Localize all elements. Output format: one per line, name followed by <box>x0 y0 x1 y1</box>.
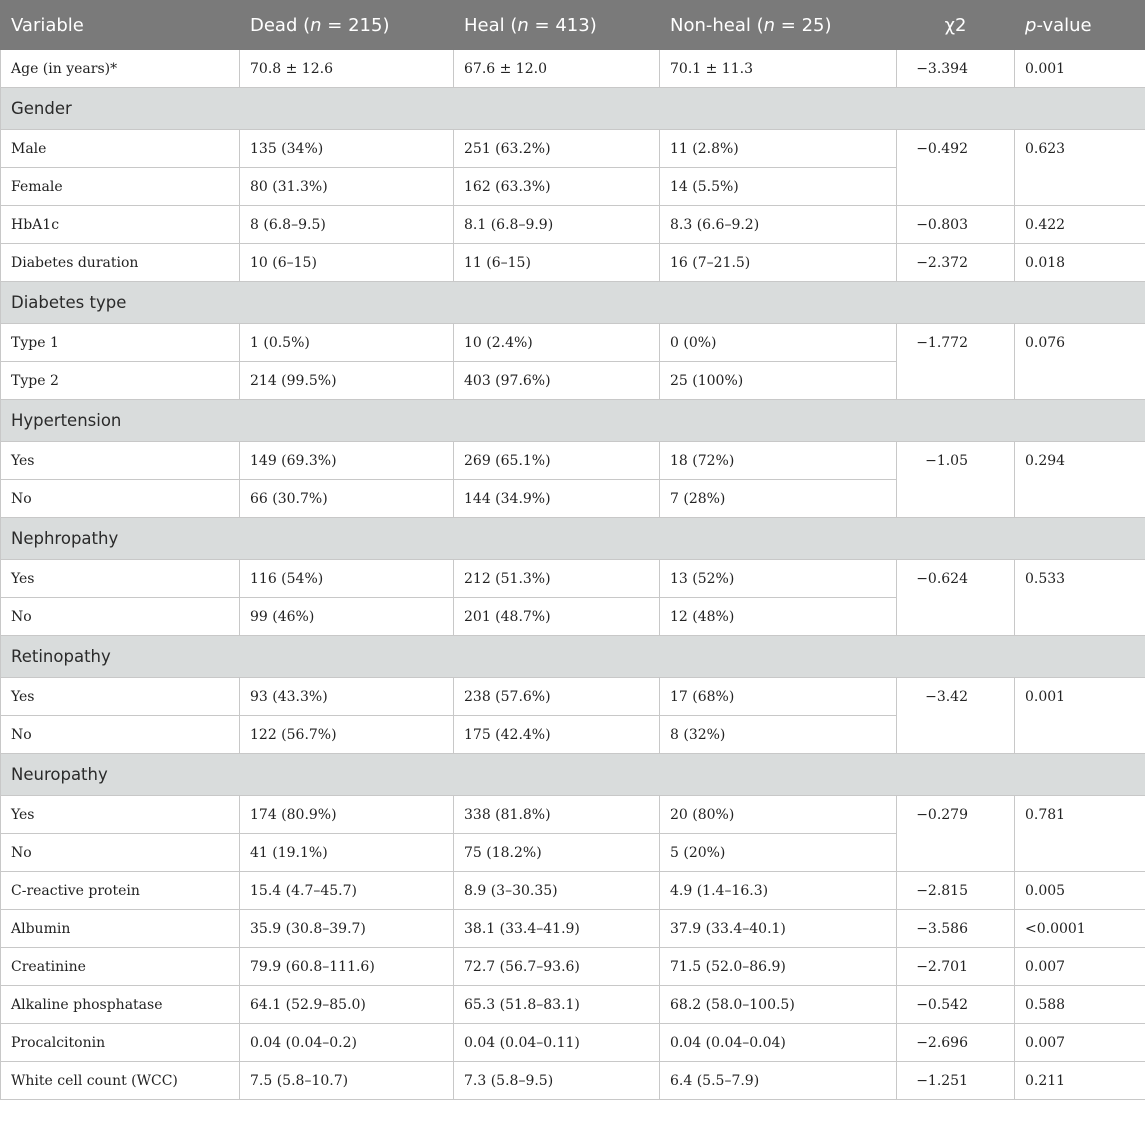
section-title: Nephropathy <box>1 518 1145 560</box>
p-value: 0.018 <box>1015 244 1145 282</box>
row-label: No <box>1 598 240 636</box>
dead-value: 7.5 (5.8–10.7) <box>240 1062 454 1100</box>
nonheal-value: 18 (72%) <box>660 442 897 480</box>
section-title: Hypertension <box>1 400 1145 442</box>
p-value: 0.623 <box>1015 130 1145 206</box>
header-chi: χ2 <box>897 1 1015 50</box>
table-row <box>1 910 1145 948</box>
nonheal-value: 12 (48%) <box>660 598 897 636</box>
table-row <box>1 986 1145 1024</box>
p-value: 0.005 <box>1015 872 1145 910</box>
table-row <box>1 130 1145 168</box>
dead-value: 64.1 (52.9–85.0) <box>240 986 454 1024</box>
nonheal-value: 68.2 (58.0–100.5) <box>660 986 897 1024</box>
p-value: 0.007 <box>1015 1024 1145 1062</box>
table-row <box>1 206 1145 244</box>
chi-value: −2.696 <box>897 1024 1015 1062</box>
table-row <box>1 1024 1145 1062</box>
row-label: HbA1c <box>1 206 240 244</box>
table-row <box>1 1062 1145 1100</box>
header-dead: Dead (n = 215) <box>240 1 454 50</box>
row-label: Yes <box>1 796 240 834</box>
row-label: C-reactive protein <box>1 872 240 910</box>
heal-value: 212 (51.3%) <box>454 560 660 598</box>
chi-value: −1.05 <box>897 442 1015 518</box>
dead-value: 10 (6–15) <box>240 244 454 282</box>
dead-value: 8 (6.8–9.5) <box>240 206 454 244</box>
dead-value: 214 (99.5%) <box>240 362 454 400</box>
dead-value: 35.9 (30.8–39.7) <box>240 910 454 948</box>
section-title: Diabetes type <box>1 282 1145 324</box>
dead-value: 80 (31.3%) <box>240 168 454 206</box>
nonheal-value: 20 (80%) <box>660 796 897 834</box>
heal-value: 0.04 (0.04–0.11) <box>454 1024 660 1062</box>
p-value: 0.076 <box>1015 324 1145 400</box>
row-label: White cell count (WCC) <box>1 1062 240 1100</box>
dead-value: 0.04 (0.04–0.2) <box>240 1024 454 1062</box>
nonheal-value: 6.4 (5.5–7.9) <box>660 1062 897 1100</box>
chi-value: −0.279 <box>897 796 1015 872</box>
chi-value: −3.42 <box>897 678 1015 754</box>
row-label: No <box>1 834 240 872</box>
section-title: Retinopathy <box>1 636 1145 678</box>
dead-value: 1 (0.5%) <box>240 324 454 362</box>
nonheal-value: 16 (7–21.5) <box>660 244 897 282</box>
section-row <box>1 518 1145 560</box>
row-label: Type 1 <box>1 324 240 362</box>
dead-value: 122 (56.7%) <box>240 716 454 754</box>
dead-value: 93 (43.3%) <box>240 678 454 716</box>
row-label: Diabetes duration <box>1 244 240 282</box>
row-label: Alkaline phosphatase <box>1 986 240 1024</box>
heal-value: 162 (63.3%) <box>454 168 660 206</box>
heal-value: 8.1 (6.8–9.9) <box>454 206 660 244</box>
section-row <box>1 400 1145 442</box>
header-nonheal: Non-heal (n = 25) <box>660 1 897 50</box>
row-label: Procalcitonin <box>1 1024 240 1062</box>
p-value: 0.294 <box>1015 442 1145 518</box>
heal-value: 7.3 (5.8–9.5) <box>454 1062 660 1100</box>
heal-value: 67.6 ± 12.0 <box>454 50 660 88</box>
p-value: 0.533 <box>1015 560 1145 636</box>
nonheal-value: 8 (32%) <box>660 716 897 754</box>
table-row <box>1 324 1145 362</box>
nonheal-value: 0.04 (0.04–0.04) <box>660 1024 897 1062</box>
section-row <box>1 88 1145 130</box>
dead-value: 116 (54%) <box>240 560 454 598</box>
nonheal-value: 0 (0%) <box>660 324 897 362</box>
chi-value: −0.803 <box>897 206 1015 244</box>
nonheal-value: 71.5 (52.0–86.9) <box>660 948 897 986</box>
row-label: Yes <box>1 442 240 480</box>
row-label: Yes <box>1 560 240 598</box>
chi-value: −2.815 <box>897 872 1015 910</box>
dead-value: 41 (19.1%) <box>240 834 454 872</box>
dead-value: 99 (46%) <box>240 598 454 636</box>
chi-value: −1.772 <box>897 324 1015 400</box>
heal-value: 175 (42.4%) <box>454 716 660 754</box>
nonheal-value: 14 (5.5%) <box>660 168 897 206</box>
nonheal-value: 17 (68%) <box>660 678 897 716</box>
table-row <box>1 796 1145 834</box>
heal-value: 201 (48.7%) <box>454 598 660 636</box>
chi-value: −2.701 <box>897 948 1015 986</box>
table-row <box>1 560 1145 598</box>
p-value: 0.781 <box>1015 796 1145 872</box>
nonheal-value: 8.3 (6.6–9.2) <box>660 206 897 244</box>
section-title: Gender <box>1 88 1145 130</box>
row-label: Type 2 <box>1 362 240 400</box>
row-label: Male <box>1 130 240 168</box>
row-label: No <box>1 716 240 754</box>
row-label: Female <box>1 168 240 206</box>
row-label: Yes <box>1 678 240 716</box>
nonheal-value: 70.1 ± 11.3 <box>660 50 897 88</box>
chi-value: −1.251 <box>897 1062 1015 1100</box>
chi-value: −3.394 <box>897 50 1015 88</box>
heal-value: 38.1 (33.4–41.9) <box>454 910 660 948</box>
heal-value: 269 (65.1%) <box>454 442 660 480</box>
nonheal-value: 13 (52%) <box>660 560 897 598</box>
table-row <box>1 442 1145 480</box>
p-value: 0.211 <box>1015 1062 1145 1100</box>
header-heal: Heal (n = 413) <box>454 1 660 50</box>
p-value: 0.422 <box>1015 206 1145 244</box>
p-value: <0.0001 <box>1015 910 1145 948</box>
table-row <box>1 948 1145 986</box>
p-value: 0.001 <box>1015 678 1145 754</box>
heal-value: 10 (2.4%) <box>454 324 660 362</box>
dead-value: 174 (80.9%) <box>240 796 454 834</box>
table-row <box>1 678 1145 716</box>
nonheal-value: 37.9 (33.4–40.1) <box>660 910 897 948</box>
section-row <box>1 282 1145 324</box>
dead-value: 15.4 (4.7–45.7) <box>240 872 454 910</box>
heal-value: 338 (81.8%) <box>454 796 660 834</box>
section-row <box>1 636 1145 678</box>
heal-value: 65.3 (51.8–83.1) <box>454 986 660 1024</box>
header-variable: Variable <box>1 1 240 50</box>
dead-value: 135 (34%) <box>240 130 454 168</box>
heal-value: 144 (34.9%) <box>454 480 660 518</box>
table-row <box>1 50 1145 88</box>
chi-value: −0.492 <box>897 130 1015 206</box>
table-row <box>1 244 1145 282</box>
nonheal-value: 25 (100%) <box>660 362 897 400</box>
heal-value: 251 (63.2%) <box>454 130 660 168</box>
row-label: Age (in years)* <box>1 50 240 88</box>
heal-value: 75 (18.2%) <box>454 834 660 872</box>
chi-value: −0.624 <box>897 560 1015 636</box>
dead-value: 66 (30.7%) <box>240 480 454 518</box>
chi-value: −2.372 <box>897 244 1015 282</box>
p-value: 0.001 <box>1015 50 1145 88</box>
chi-value: −0.542 <box>897 986 1015 1024</box>
p-value: 0.588 <box>1015 986 1145 1024</box>
dead-value: 79.9 (60.8–111.6) <box>240 948 454 986</box>
heal-value: 11 (6–15) <box>454 244 660 282</box>
chi-value: −3.586 <box>897 910 1015 948</box>
nonheal-value: 7 (28%) <box>660 480 897 518</box>
heal-value: 8.9 (3–30.35) <box>454 872 660 910</box>
table-row <box>1 872 1145 910</box>
heal-value: 403 (97.6%) <box>454 362 660 400</box>
row-label: No <box>1 480 240 518</box>
p-value: 0.007 <box>1015 948 1145 986</box>
heal-value: 72.7 (56.7–93.6) <box>454 948 660 986</box>
nonheal-value: 4.9 (1.4–16.3) <box>660 872 897 910</box>
row-label: Albumin <box>1 910 240 948</box>
row-label: Creatinine <box>1 948 240 986</box>
dead-value: 70.8 ± 12.6 <box>240 50 454 88</box>
section-row <box>1 754 1145 796</box>
dead-value: 149 (69.3%) <box>240 442 454 480</box>
section-title: Neuropathy <box>1 754 1145 796</box>
header-pvalue: p-value <box>1015 1 1145 50</box>
nonheal-value: 5 (20%) <box>660 834 897 872</box>
nonheal-value: 11 (2.8%) <box>660 130 897 168</box>
header-row <box>1 1 1145 50</box>
heal-value: 238 (57.6%) <box>454 678 660 716</box>
